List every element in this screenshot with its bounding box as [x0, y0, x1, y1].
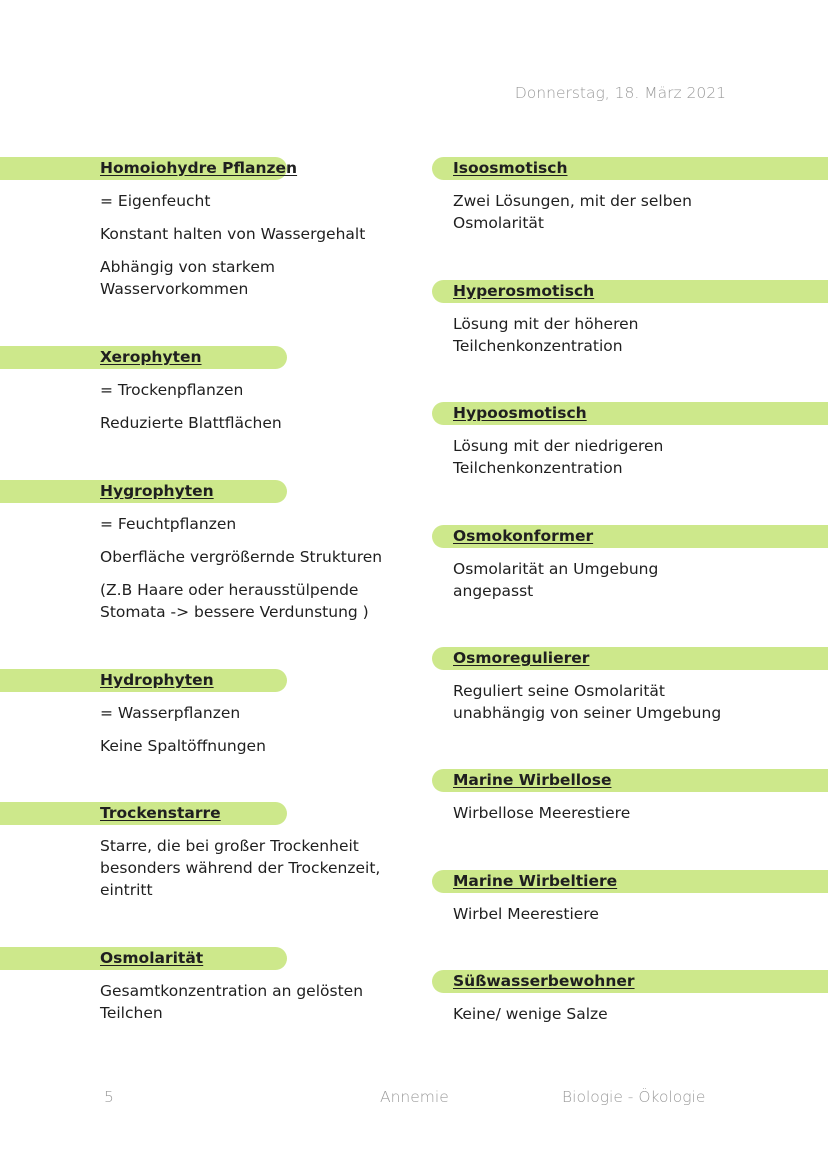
page-date: Donnerstag, 18. März 2021: [514, 84, 726, 102]
description-line: Lösung mit der höheren Teilchenkonzentration: [453, 315, 639, 355]
description-line: Reduzierte Blattflächen: [100, 414, 282, 432]
entry-title: Osmolarität: [100, 949, 204, 967]
entry-title: Hygrophyten: [100, 482, 214, 500]
entry-description: [453, 190, 783, 245]
entry-description: [453, 313, 783, 368]
description-line: Wirbellose Meerestiere: [453, 804, 631, 822]
description-line: Abhängig von starkem Wasservorkommen: [100, 258, 275, 298]
entry-title: Hyperosmotisch: [453, 282, 595, 300]
description-line: Reguliert seine Osmolarität unabhängig von seiner Umgebung: [453, 682, 722, 722]
description-line: Keine/ wenige Salze: [453, 1005, 608, 1023]
description-line: = Trockenpflanzen: [100, 381, 244, 399]
entry-title: Hydrophyten: [100, 671, 214, 689]
description-line: = Eigenfeucht: [100, 192, 211, 210]
description-line: Konstant halten von Wassergehalt: [100, 225, 366, 243]
entry-description: [453, 1003, 783, 1036]
entry-title: Hypoosmotisch: [453, 404, 587, 422]
footer-subject: Biologie - Ökologie: [562, 1088, 706, 1106]
footer-author: Annemie: [380, 1088, 449, 1106]
entry-title: Marine Wirbeltiere: [453, 872, 618, 890]
entry-title: Trockenstarre: [100, 804, 221, 822]
page-number: 5: [104, 1088, 114, 1106]
description-line: (Z.B Haare oder herausstülpende Stomata -> bessere Verdunstung ): [100, 581, 369, 621]
description-line: Oberfläche vergrößernde Strukturen: [100, 548, 383, 566]
description-line: Osmolarität an Umgebung angepasst: [453, 560, 659, 600]
description-line: Keine Spaltöffnungen: [100, 737, 266, 755]
entry-title: Homoiohydre Pflanzen: [100, 159, 298, 177]
entry-description: [453, 435, 783, 490]
description-line: Gesamtkonzentration an gelösten Teilchen: [100, 982, 364, 1022]
description-line: Lösung mit der niedrigeren Teilchenkonzentration: [453, 437, 664, 477]
entry-title: Osmoregulierer: [453, 649, 590, 667]
entry-description: [453, 558, 783, 613]
entry-title: Süßwasserbewohner: [453, 972, 635, 990]
description-line: = Wasserpflanzen: [100, 704, 241, 722]
description-line: = Feuchtpflanzen: [100, 515, 237, 533]
entry-description: [453, 802, 783, 835]
entry-description: [453, 903, 783, 936]
entry-title: Isoosmotisch: [453, 159, 568, 177]
description-line: Wirbel Meerestiere: [453, 905, 599, 923]
description-line: Zwei Lösungen, mit der selben Osmolarität: [453, 192, 692, 232]
entry-title: Osmokonformer: [453, 527, 594, 545]
entry-description: [453, 680, 783, 735]
description-line: Starre, die bei großer Trockenheit besonders während der Trockenzeit, eintritt: [100, 837, 381, 899]
entry-title: Marine Wirbellose: [453, 771, 612, 789]
entry-title: Xerophyten: [100, 348, 202, 366]
